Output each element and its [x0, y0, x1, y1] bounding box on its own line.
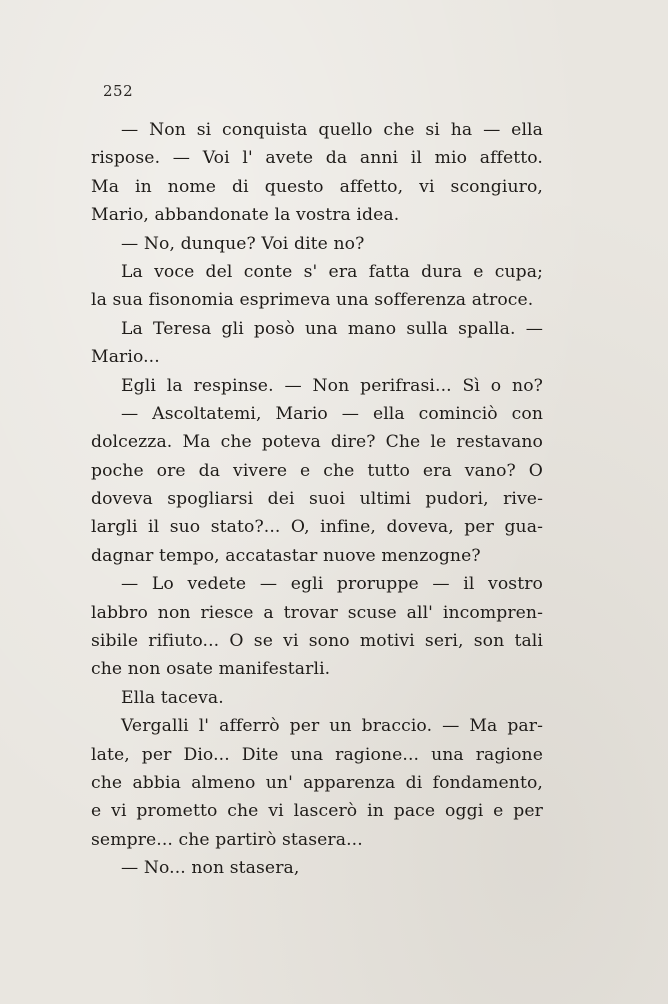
text-line: rispose. — Voi l' avete da anni il mio affetto. [91, 148, 543, 169]
text-line: late, per Dio... Dite una ragione... una ragione [91, 744, 543, 765]
text-line: la sua fisonomia esprimeva una sofferenza atroce. [91, 290, 534, 311]
text-line: dolcezza. Ma che poteva dire? Che le restavano [91, 432, 543, 453]
text-line: Ella taceva. [121, 687, 224, 708]
text-line: Ma in nome di questo affetto, vi scongiuro, [91, 176, 543, 197]
text-line: Mario... [91, 347, 160, 368]
text-line: dagnar tempo, accatastar nuove menzogne? [91, 545, 481, 566]
page-text [91, 116, 543, 883]
text-line: La voce del conte s' era fatta dura e cupa; [121, 261, 543, 282]
text-line: poche ore da vivere e che tutto era vano? O [91, 460, 543, 481]
page-number: 252 [103, 82, 134, 100]
text-line: — Lo vedete — egli proruppe — il vostro [121, 574, 543, 595]
text-line: Vergalli l' afferrò per un braccio. — Ma par- [121, 716, 543, 737]
text-line: sibile rifiuto... O se vi sono motivi seri, son tali [91, 631, 543, 652]
text-line: che non osate manifestarli. [91, 659, 331, 680]
text-line: e vi prometto che vi lascerò in pace oggi e per [91, 801, 543, 822]
text-line: — Ascoltatemi, Mario — ella cominciò con [121, 403, 543, 424]
text-line: sempre... che partirò stasera... [91, 829, 363, 850]
text-line: — Non si conquista quello che si ha — ella [121, 120, 543, 140]
text-line: doveva spogliarsi dei suoi ultimi pudori, rive- [91, 489, 543, 510]
text-line: La Teresa gli posò una mano sulla spalla. — [121, 318, 543, 339]
text-line: — No, dunque? Voi dite no? [121, 233, 365, 254]
text-line: che abbia almeno un' apparenza di fondamento, [91, 772, 543, 793]
text-line: Egli la respinse. — Non perifrasi... Sì o no? [121, 375, 543, 396]
text-line: — No... non stasera, [121, 858, 300, 879]
text-line: Mario, abbandonate la vostra idea. [91, 205, 400, 226]
text-line: labbro non riesce a trovar scuse all' incompren- [91, 602, 543, 623]
text-line: largli il suo stato?... O, infine, doveva, per gua- [91, 517, 543, 538]
